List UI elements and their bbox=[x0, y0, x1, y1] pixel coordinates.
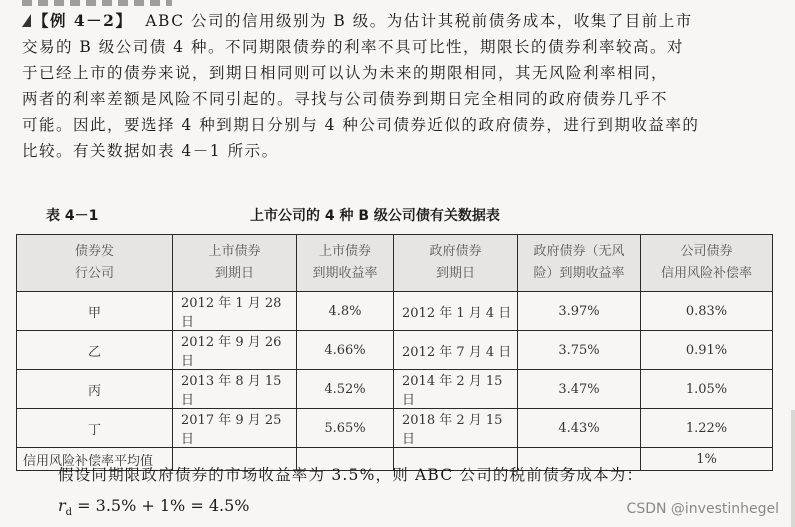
page-edge bbox=[791, 410, 795, 527]
conclusion-sentence: 假设同期限政府债券的市场收益率为 3.5%，则 ABC 公司的税前债务成本为： bbox=[58, 466, 644, 484]
table-row bbox=[17, 292, 773, 331]
cell-average-value: 1% bbox=[641, 448, 773, 471]
cell-issuer: 甲 bbox=[17, 292, 173, 331]
table-title: 上市公司的 4 种 B 级公司债有关数据表 bbox=[250, 208, 500, 224]
cell-credit-spread: 1.05% bbox=[641, 370, 773, 409]
paragraph-line: 于已经上市的债券来说，到期日相同则可以认为未来的期限相同，其无风险利率相同， bbox=[22, 64, 669, 82]
formula-subscript: d bbox=[65, 507, 73, 519]
cell-gov-maturity: 2012 年 1 月 4 日 bbox=[394, 292, 518, 331]
cell-issuer: 丁 bbox=[17, 409, 173, 448]
example-paragraph bbox=[22, 8, 774, 164]
header-gov-maturity: 政府债券 到期日 bbox=[394, 235, 518, 292]
header-listed-yield: 上市债券 到期收益率 bbox=[297, 235, 394, 292]
cropped-heading-remnant bbox=[22, 0, 172, 6]
cell-gov-maturity: 2018 年 2 月 15 日 bbox=[394, 409, 518, 448]
cell-gov-yield: 3.47% bbox=[518, 370, 641, 409]
cell-listed-maturity: 2017 年 9 月 25 日 bbox=[173, 409, 297, 448]
cell-listed-maturity: 2012 年 9 月 26 日 bbox=[173, 331, 297, 370]
cell-gov-yield: 4.43% bbox=[518, 409, 641, 448]
formula-variable: r bbox=[58, 496, 66, 515]
table-label: 表 4－1 bbox=[46, 208, 99, 224]
header-credit-spread: 公司债券 信用风险补偿率 bbox=[641, 235, 773, 292]
table-row bbox=[17, 331, 773, 370]
cell-listed-yield: 4.8% bbox=[297, 292, 394, 331]
cell-gov-yield: 3.97% bbox=[518, 292, 641, 331]
cell-issuer: 乙 bbox=[17, 331, 173, 370]
cell-listed-yield: 4.66% bbox=[297, 331, 394, 370]
table-header-row bbox=[17, 235, 773, 292]
paragraph-line: 【例 4－2】 ABC 公司的信用级别为 B 级。为估计其税前债务成本，收集了目前上市 bbox=[22, 8, 774, 34]
cell-gov-yield: 3.75% bbox=[518, 331, 641, 370]
bond-data-table bbox=[16, 234, 773, 471]
cell-credit-spread: 0.91% bbox=[641, 331, 773, 370]
formula bbox=[58, 496, 249, 518]
example-tag: 【例 4－2】 bbox=[22, 11, 132, 30]
triangle-icon bbox=[22, 14, 31, 27]
table-row bbox=[17, 370, 773, 409]
cell-listed-maturity: 2012 年 1 月 28 日 bbox=[173, 292, 297, 331]
cell-issuer: 丙 bbox=[17, 370, 173, 409]
header-gov-yield: 政府债券（无风 险）到期收益率 bbox=[518, 235, 641, 292]
cell-listed-maturity: 2013 年 8 月 15 日 bbox=[173, 370, 297, 409]
cell-credit-spread: 1.22% bbox=[641, 409, 773, 448]
paragraph-line: 两者的利率差额是风险不同引起的。寻找与公司债券到期日完全相同的政府债券几乎不 bbox=[22, 90, 669, 108]
cell-listed-yield: 5.65% bbox=[297, 409, 394, 448]
paragraph-line: 比较。有关数据如表 4－1 所示。 bbox=[22, 142, 279, 160]
cell-gov-maturity: 2014 年 2 月 15 日 bbox=[394, 370, 518, 409]
watermark: CSDN @investinhegel bbox=[626, 501, 779, 517]
cell-listed-yield: 4.52% bbox=[297, 370, 394, 409]
header-issuer: 债券发 行公司 bbox=[17, 235, 173, 292]
formula-expression: = 3.5% + 1% = 4.5% bbox=[72, 496, 250, 515]
paragraph-line: 可能。因此，要选择 4 种到期日分别与 4 种公司债券近似的政府债券，进行到期收益率的 bbox=[22, 116, 700, 134]
table-caption bbox=[40, 205, 780, 227]
table-row bbox=[17, 409, 773, 448]
cell-average-label: 信用风险补偿率平均值 bbox=[17, 448, 173, 471]
paragraph-line: 交易的 B 级公司债 4 种。不同期限债券的利率不具可比性，期限长的债券利率较高。对 bbox=[22, 38, 684, 56]
cell-credit-spread: 0.83% bbox=[641, 292, 773, 331]
header-listed-maturity: 上市债券 到期日 bbox=[173, 235, 297, 292]
cell-gov-maturity: 2012 年 7 月 4 日 bbox=[394, 331, 518, 370]
